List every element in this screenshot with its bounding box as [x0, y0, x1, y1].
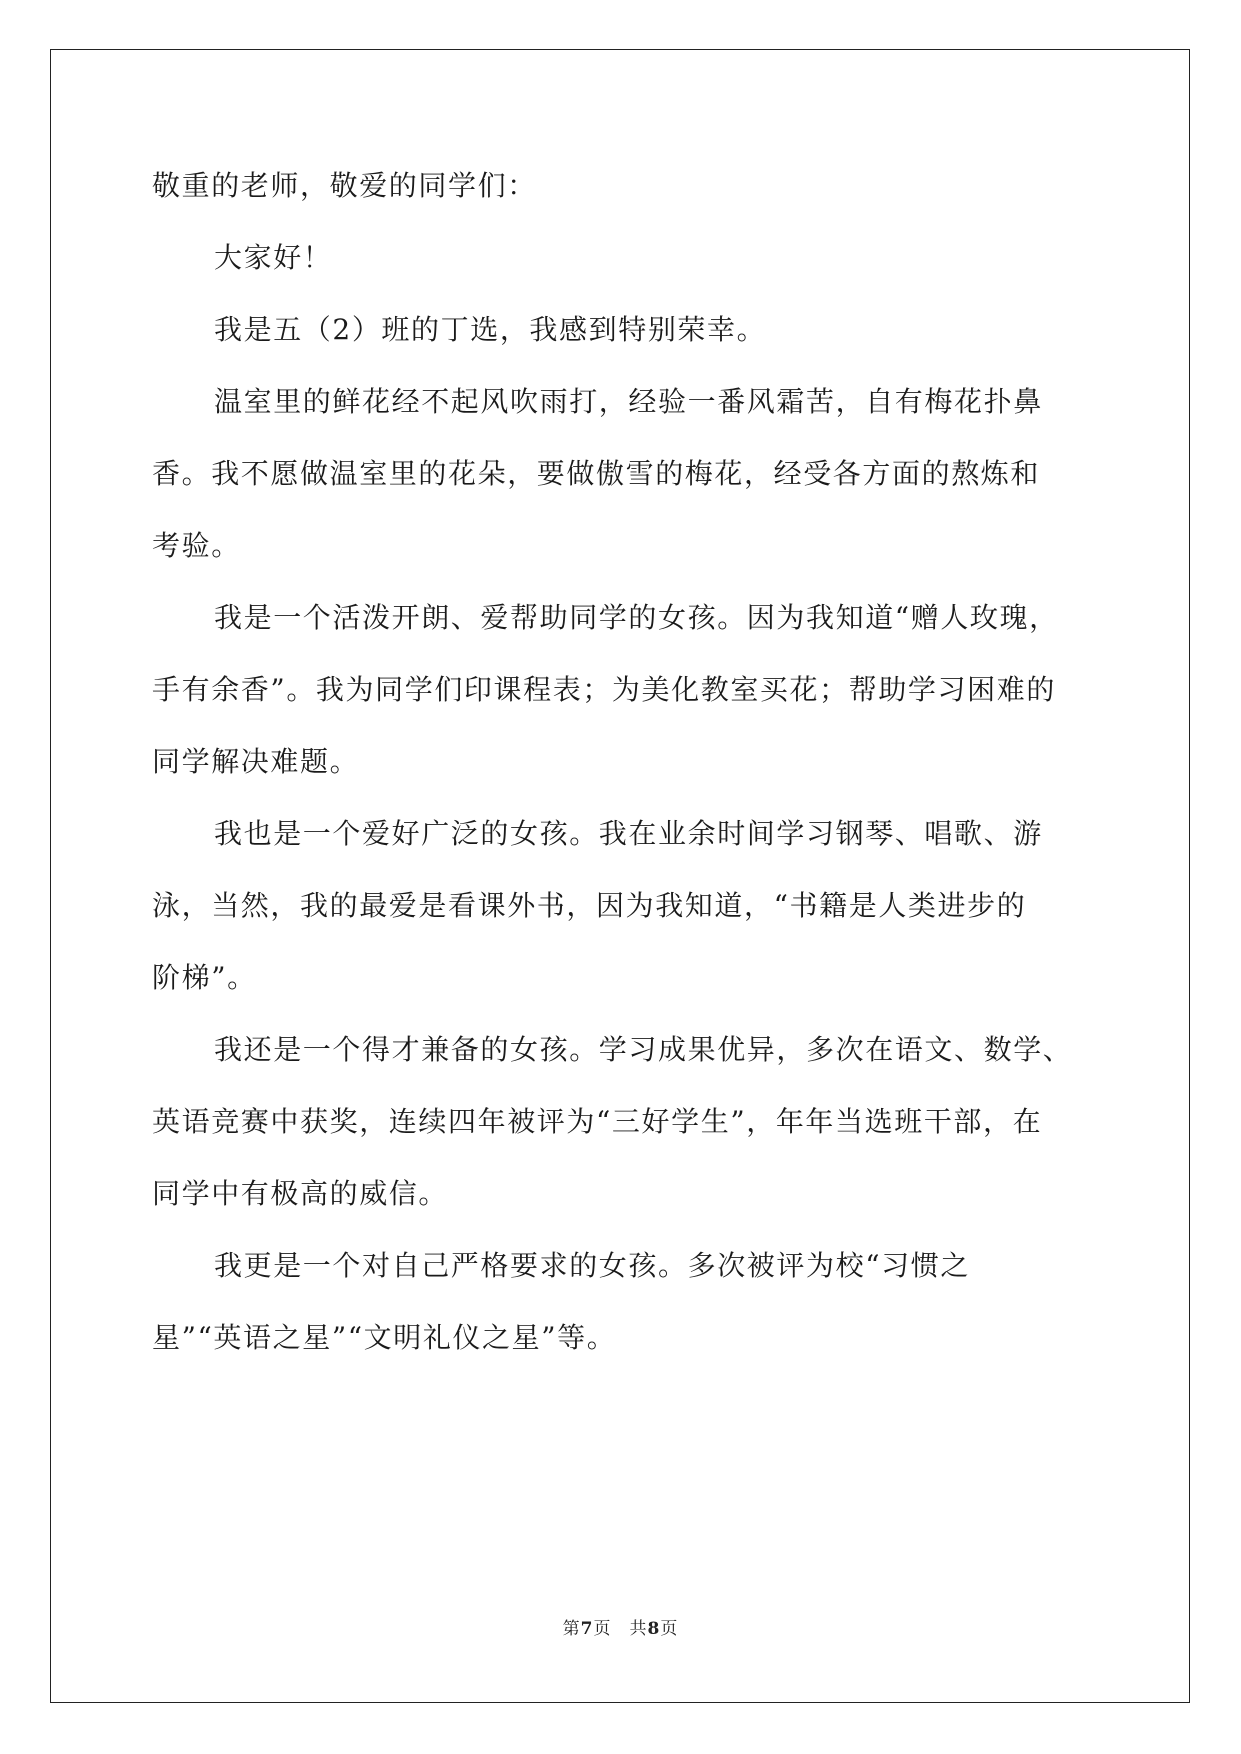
paragraph-line: 温室里的鲜花经不起风吹雨打，经验一番风霜苦，自有梅花扑鼻 [214, 385, 1043, 418]
paragraph-line: 我还是一个得才兼备的女孩。学习成果优异，多次在语文、数学、 [214, 1033, 1073, 1066]
paragraph-line: 考验。 [152, 529, 241, 562]
paragraph-hobbies [152, 814, 1089, 998]
paragraph-helpful [152, 598, 1089, 782]
paragraph-achievements [152, 1030, 1089, 1214]
page-footer [0, 1614, 1241, 1639]
paragraph-greeting-reply: 大家好！ [214, 241, 333, 274]
paragraph-plum-blossom [152, 382, 1089, 566]
paragraph-line: 我是一个活泼开朗、爱帮助同学的女孩。因为我知道“赠人玫瑰， [214, 601, 1059, 634]
paragraph-self-intro: 我是五（2）班的丁选，我感到特别荣幸。 [214, 313, 767, 346]
paragraph-line: 手有余香”。我为同学们印课程表；为美化教室买花；帮助学习困难的 [152, 673, 1056, 706]
document-body [152, 166, 1089, 1358]
total-page-number: 8 [647, 1619, 661, 1639]
paragraph-line: 阶梯”。 [152, 961, 257, 994]
paragraph-line: 同学中有极高的威信。 [152, 1177, 449, 1210]
paragraph-line: 我也是一个爱好广泛的女孩。我在业余时间学习钢琴、唱歌、游 [214, 817, 1043, 850]
paragraph-line: 泳，当然，我的最爱是看课外书，因为我知道，“书籍是人类进步的 [152, 889, 1027, 922]
paragraph-line: 我更是一个对自己严格要求的女孩。多次被评为校“习惯之 [214, 1249, 970, 1282]
paragraph-line: 星”“英语之星”“文明礼仪之星”等。 [152, 1321, 617, 1354]
paragraph-line: 香。我不愿做温室里的花朵，要做傲雪的梅花，经受各方面的熬炼和 [152, 457, 1041, 490]
footer-suffix: 页 [660, 1619, 679, 1639]
paragraph-line: 同学解决难题。 [152, 745, 360, 778]
greeting-line: 敬重的老师，敬爱的同学们： [152, 169, 537, 202]
paragraph-self-discipline [152, 1246, 1089, 1358]
footer-middle: 页 共 [593, 1619, 648, 1639]
paragraph-line: 英语竞赛中获奖，连续四年被评为“三好学生”，年年当选班干部，在 [152, 1105, 1043, 1138]
current-page-number: 7 [580, 1619, 594, 1639]
footer-prefix: 第 [562, 1619, 581, 1639]
